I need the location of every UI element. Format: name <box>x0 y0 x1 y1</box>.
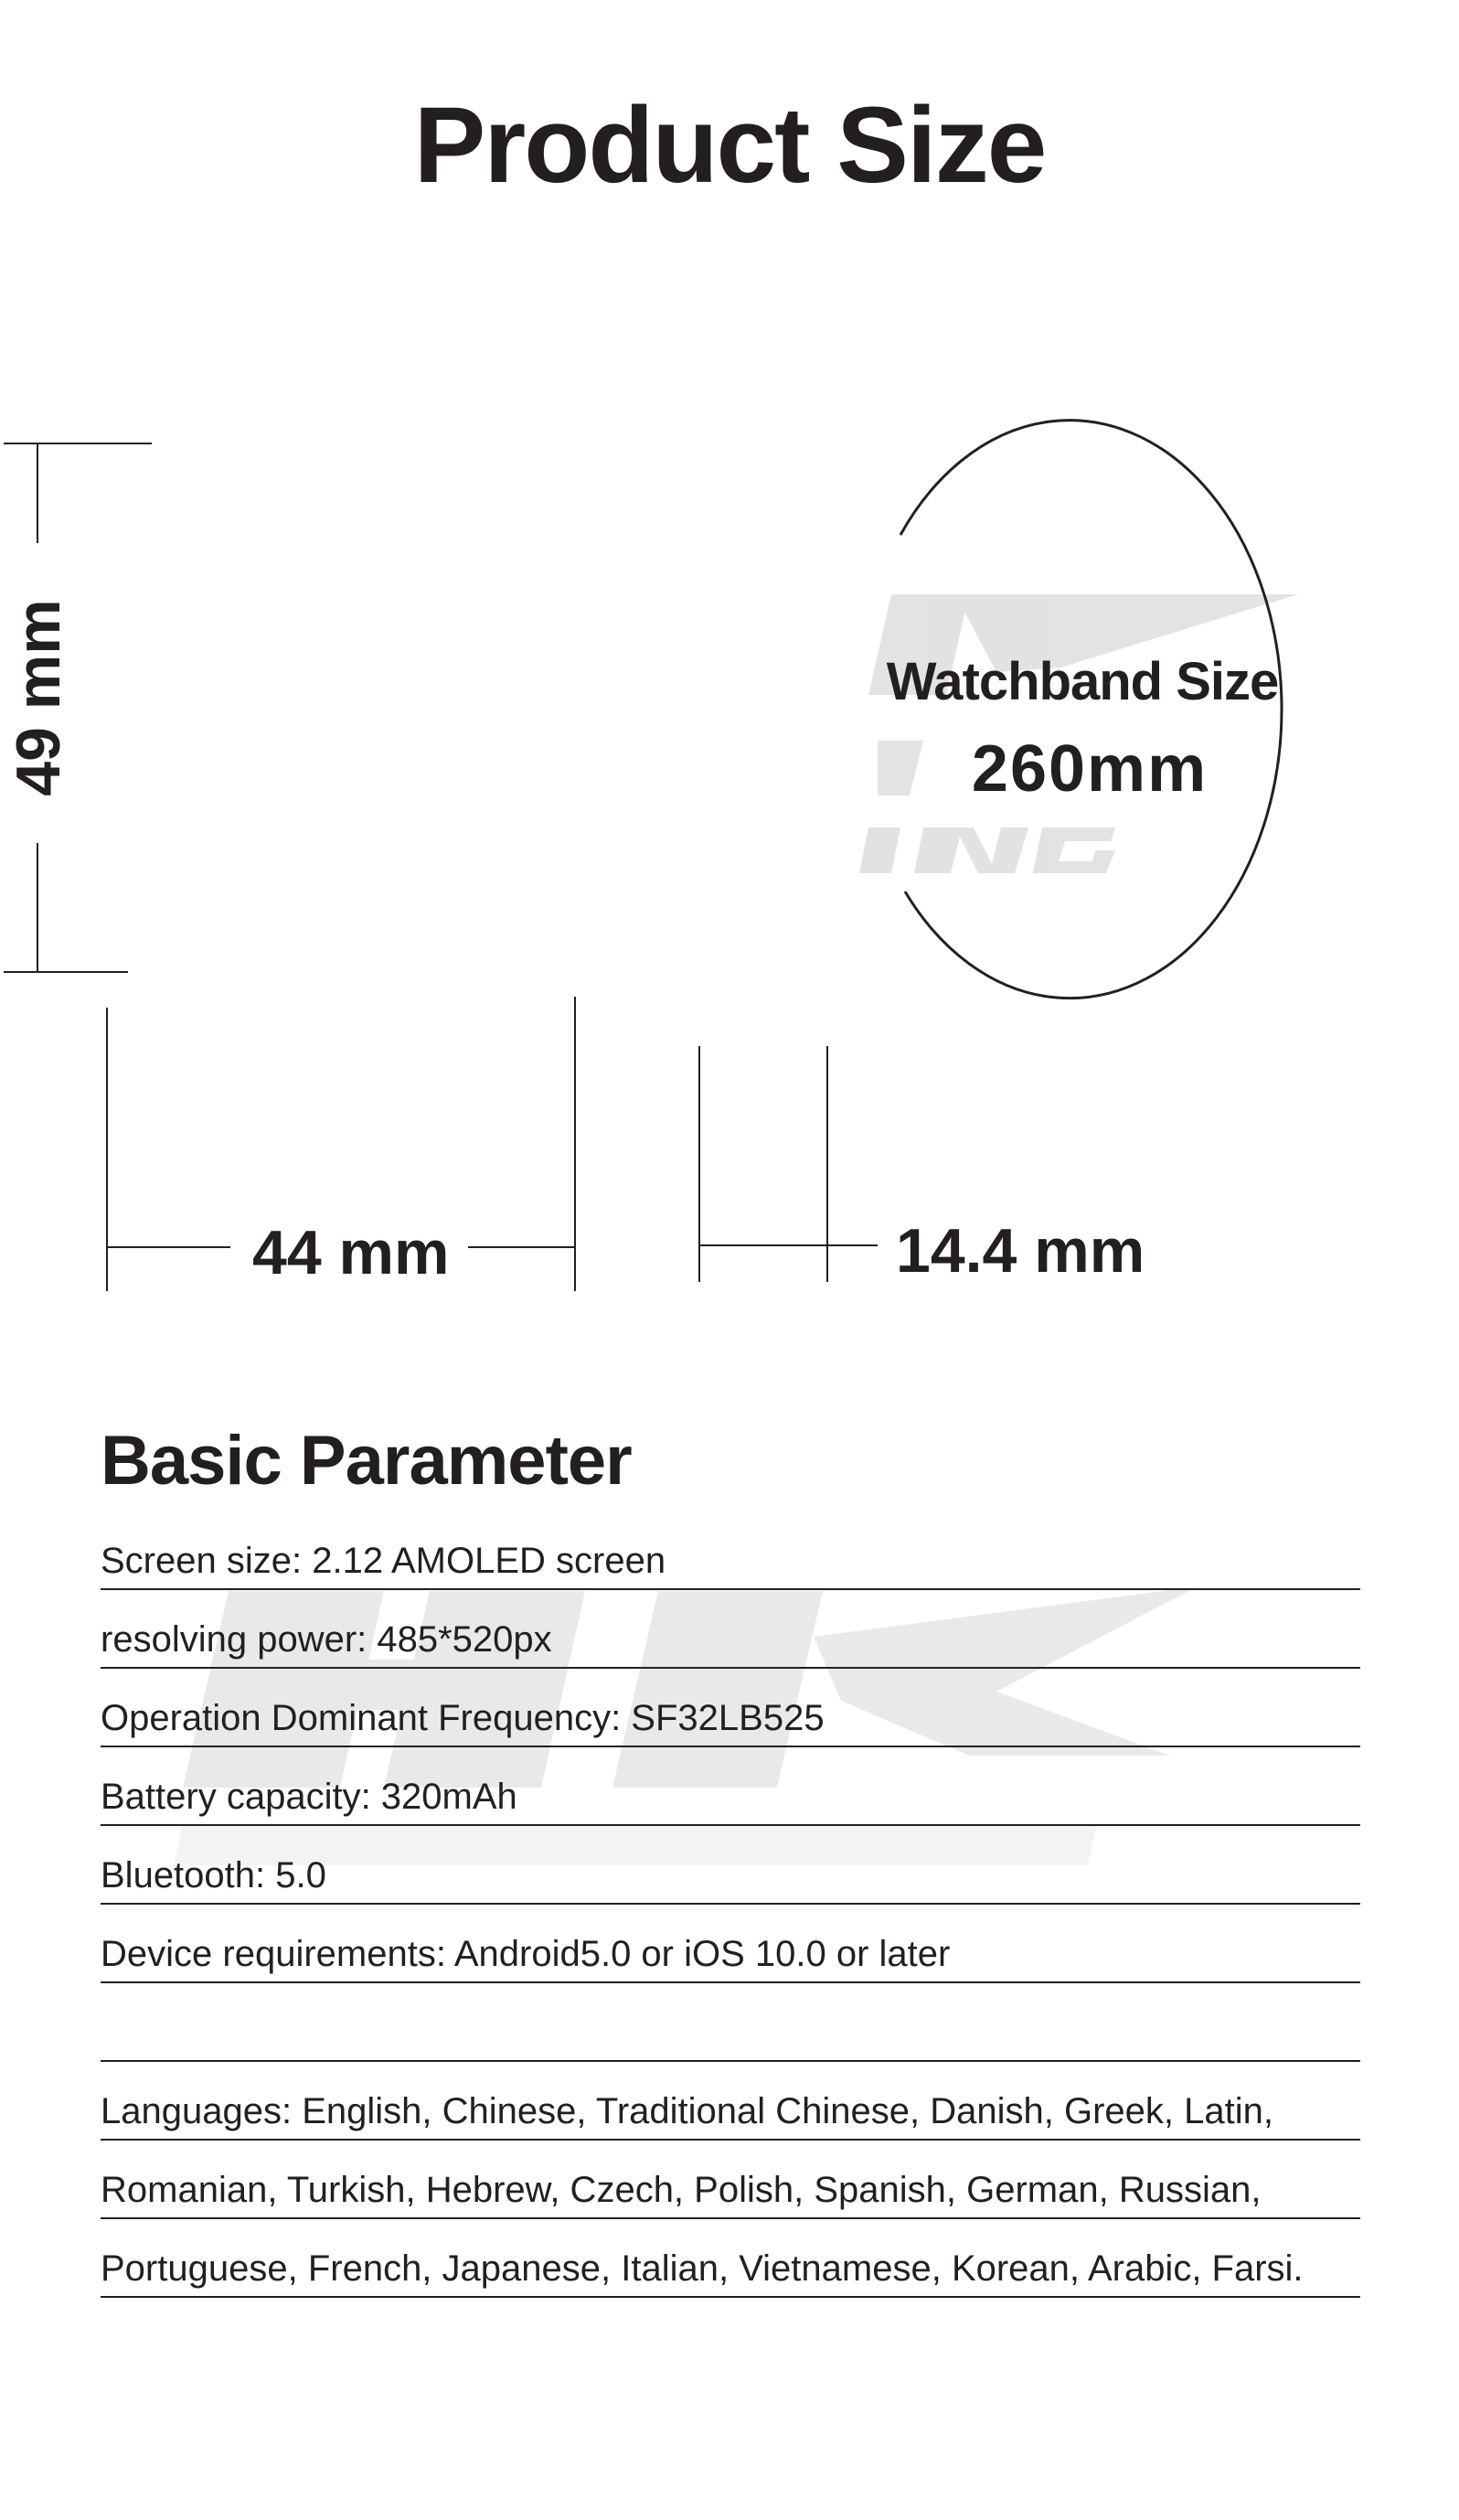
depth-label: 14.4 mm <box>896 1216 1145 1286</box>
width-label: 44 mm <box>252 1218 450 1287</box>
width-line-left <box>106 1246 230 1248</box>
param-languages-3: Portuguese, French, Japanese, Italian, Vietnamese, Korean, Arabic, Farsi. <box>101 2219 1360 2298</box>
param-frequency: Operation Dominant Frequency: SF32LB525 <box>101 1669 1360 1747</box>
page-title: Product Size <box>413 85 1046 206</box>
param-battery: Battery capacity: 320mAh <box>101 1747 1360 1826</box>
parameter-list <box>101 1511 1360 2298</box>
param-empty-row <box>101 1983 1360 2062</box>
watchband-value: 260mm <box>971 732 1209 806</box>
width-line-right <box>468 1246 576 1248</box>
param-languages-1: Languages: English, Chinese, Traditional Chinese, Danish, Greek, Latin, <box>101 2062 1360 2141</box>
param-bluetooth: Bluetooth: 5.0 <box>101 1826 1360 1905</box>
param-resolution: resolving power: 485*520px <box>101 1590 1360 1669</box>
param-languages-2: Romanian, Turkish, Hebrew, Czech, Polish, Spanish, German, Russian, <box>101 2141 1360 2219</box>
param-device-requirements: Device requirements: Android5.0 or iOS 10.0 or later <box>101 1905 1360 1983</box>
param-screen-size: Screen size: 2.12 AMOLED screen <box>101 1511 1360 1590</box>
section-title: Basic Parameter <box>101 1422 632 1500</box>
watchband-label: Watchband Size <box>886 652 1279 711</box>
watchband-oval <box>0 0 1459 1097</box>
depth-line <box>698 1244 878 1246</box>
height-label: 49 mm <box>4 599 73 796</box>
